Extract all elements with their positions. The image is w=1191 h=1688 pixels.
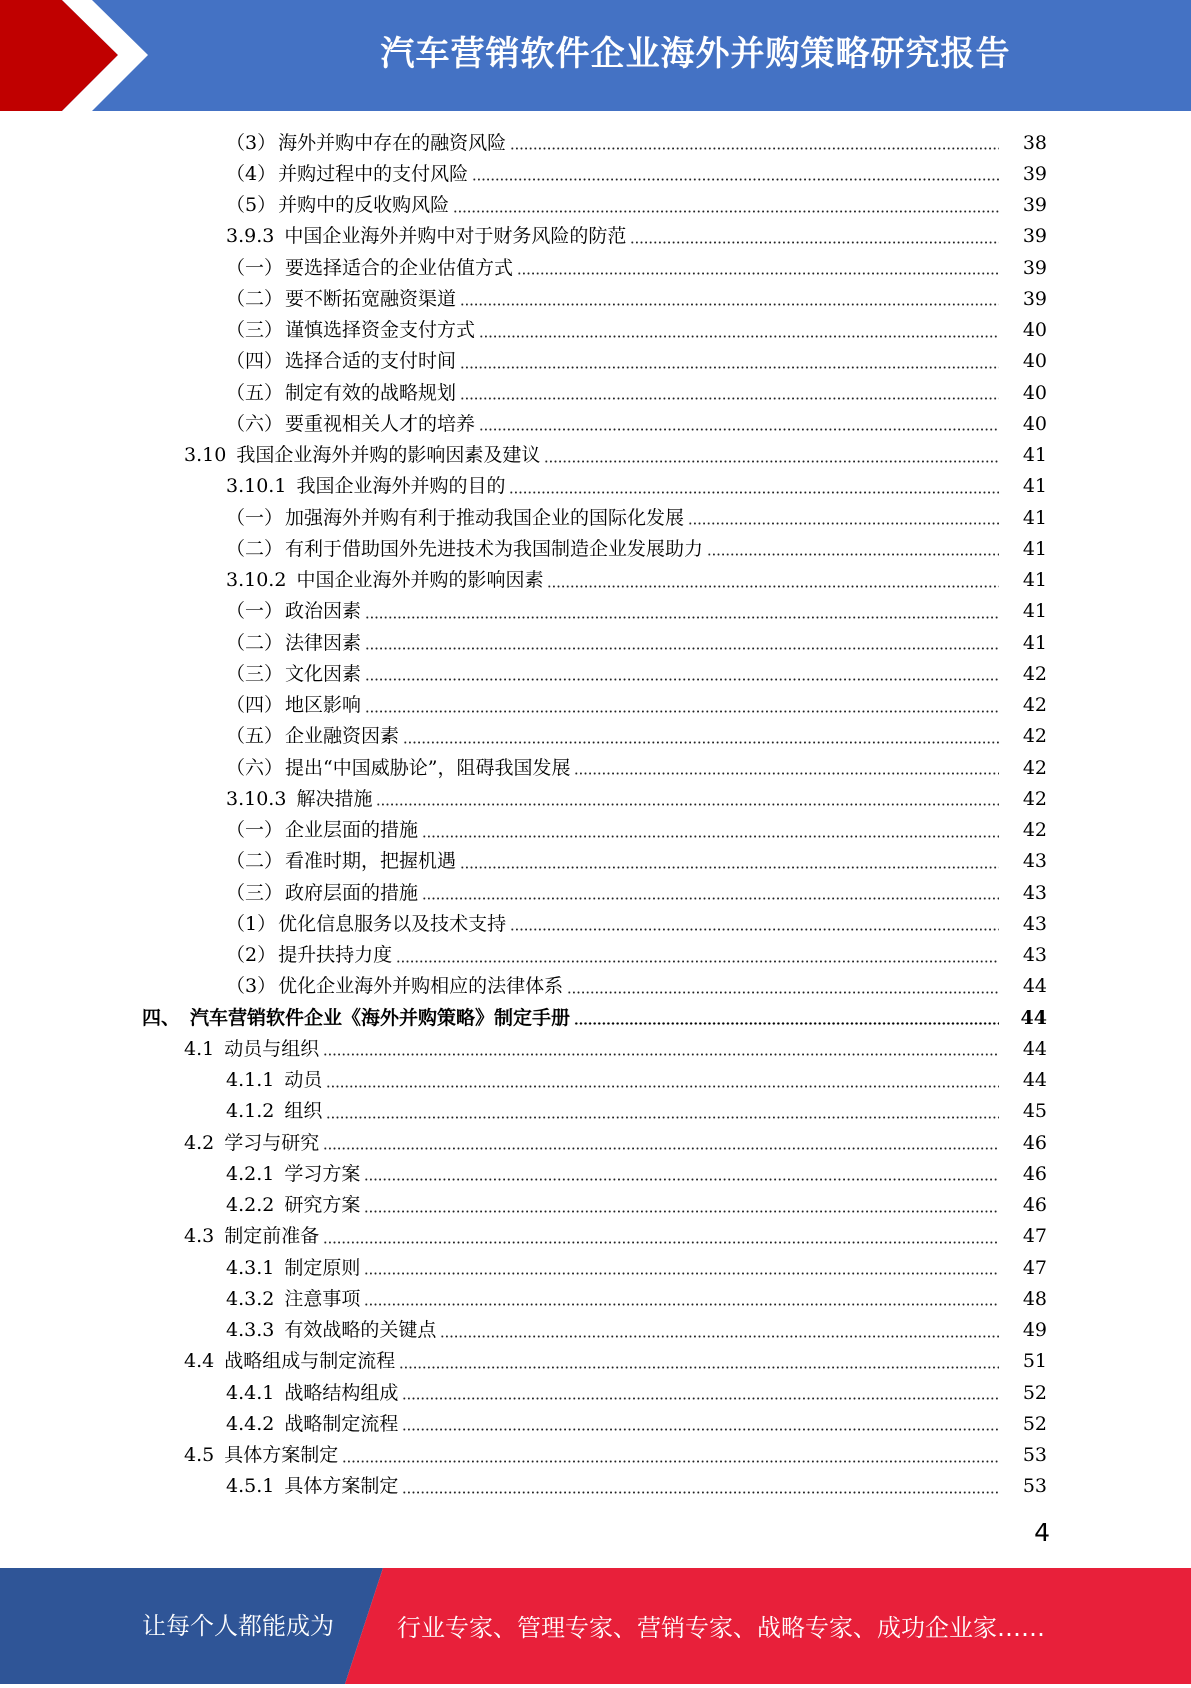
toc-entry[interactable] — [0, 721, 1191, 752]
toc-entry-number: （4） — [226, 162, 277, 185]
toc-dot-leader — [510, 928, 999, 931]
toc-entry[interactable] — [0, 1283, 1191, 1314]
toc-entry-number: （一） — [226, 506, 284, 529]
toc-dot-leader — [479, 428, 999, 431]
toc-entry-title: 我国企业海外并购的目的 — [296, 475, 506, 498]
toc-entry-number: 4.2 — [184, 1131, 215, 1154]
toc-entry-title: 要重视相关人才的培养 — [285, 412, 476, 435]
toc-entry-number: 4.4 — [184, 1350, 215, 1373]
toc-entry-number: （二） — [226, 850, 284, 873]
toc-dot-leader — [376, 803, 999, 806]
toc-entry-number: 3.9.3 — [226, 225, 275, 248]
toc-entry-number: 3.10 — [184, 444, 227, 467]
toc-entry-number: 4.3 — [184, 1225, 215, 1248]
toc-entry-title: 学习方案 — [284, 1162, 361, 1185]
toc-dot-leader — [365, 710, 999, 713]
toc-entry-title: 研究方案 — [284, 1194, 361, 1217]
toc-dot-leader — [323, 1147, 999, 1150]
toc-entry-title: 我国企业海外并购的影响因素及建议 — [236, 444, 541, 467]
toc-entry[interactable] — [0, 533, 1191, 564]
toc-dot-leader — [365, 647, 999, 650]
footer-slogan-right: 行业专家、管理专家、营销专家、战略专家、成功企业家…… — [397, 1614, 1045, 1642]
report-title: 汽车营销软件企业海外并购策略研究报告 — [380, 34, 1011, 74]
toc-entry-number: 4.2.1 — [226, 1162, 275, 1185]
toc-entry-title: 谨慎选择资金支付方式 — [285, 319, 476, 342]
toc-entry-number: （5） — [226, 194, 277, 217]
toc-entry-page: 39 — [1022, 256, 1047, 279]
toc-entry-title: 汽车营销软件企业《海外并购策略》制定手册 — [190, 1006, 571, 1029]
toc-entry-page: 44 — [1022, 1069, 1047, 1092]
toc-entry-number: 4.1 — [184, 1037, 215, 1060]
toc-entry-number: （二） — [226, 537, 284, 560]
toc-entry-page: 45 — [1022, 1100, 1047, 1123]
toc-entry-page: 39 — [1022, 194, 1047, 217]
toc-entry[interactable] — [0, 221, 1191, 252]
toc-dot-leader — [364, 1210, 999, 1213]
toc-entry[interactable] — [0, 783, 1191, 814]
toc-entry-number: （一） — [226, 600, 284, 623]
toc-entry-title: 法律因素 — [285, 631, 362, 654]
toc-entry[interactable] — [0, 815, 1191, 846]
toc-entry-number: （二） — [226, 631, 284, 654]
toc-entry-title: 战略结构组成 — [284, 1381, 399, 1404]
toc-entry-number: 4.3.3 — [226, 1319, 275, 1342]
toc-entry-page: 42 — [1022, 756, 1047, 779]
toc-entry-page: 41 — [1022, 475, 1047, 498]
toc-entry[interactable] — [0, 565, 1191, 596]
toc-entry-number: 4.1.2 — [226, 1100, 275, 1123]
toc-dot-leader — [323, 1053, 999, 1056]
toc-entry[interactable] — [0, 1065, 1191, 1096]
toc-entry-page: 39 — [1022, 162, 1047, 185]
toc-dot-leader — [402, 1491, 999, 1494]
toc-entry-number: （六） — [226, 412, 284, 435]
toc-entry-title: 优化企业海外并购相应的法律体系 — [278, 975, 564, 998]
toc-dot-leader — [460, 303, 999, 306]
toc-entry-page: 41 — [1022, 569, 1047, 592]
toc-entry-title: 企业融资因素 — [285, 725, 400, 748]
toc-entry[interactable] — [0, 908, 1191, 939]
toc-dot-leader — [402, 1397, 999, 1400]
toc-entry-title: 企业层面的措施 — [285, 819, 419, 842]
toc-entry-number: （二） — [226, 287, 284, 310]
toc-entry-number: 4.3.1 — [226, 1256, 275, 1279]
toc-entry-number: （四） — [226, 694, 284, 717]
toc-dot-leader — [364, 1272, 999, 1275]
toc-entry-page: 53 — [1022, 1475, 1047, 1498]
toc-entry[interactable] — [0, 1221, 1191, 1252]
toc-dot-leader — [323, 1241, 999, 1244]
toc-entry-page: 47 — [1022, 1256, 1047, 1279]
toc-entry-page: 46 — [1022, 1162, 1047, 1185]
toc-entry-title: 看准时期，把握机遇 — [285, 850, 457, 873]
toc-entry-page: 41 — [1022, 506, 1047, 529]
toc-entry-page: 52 — [1022, 1412, 1047, 1435]
toc-entry-page: 44 — [1022, 1037, 1047, 1060]
toc-entry-title: 具体方案制定 — [224, 1444, 339, 1467]
toc-dot-leader — [342, 1460, 999, 1463]
toc-entry-page: 42 — [1022, 787, 1047, 810]
toc-entry-page: 40 — [1022, 350, 1047, 373]
toc-entry[interactable] — [0, 1440, 1191, 1471]
toc-dot-leader — [460, 397, 999, 400]
toc-entry[interactable] — [0, 471, 1191, 502]
toc-entry-page: 41 — [1022, 444, 1047, 467]
toc-entry-number: （六） — [226, 756, 284, 779]
toc-entry-number: 4.5 — [184, 1444, 215, 1467]
toc-dot-leader — [688, 522, 999, 525]
toc-entry[interactable] — [0, 252, 1191, 283]
toc-entry-number: （3） — [226, 131, 277, 154]
toc-entry-number: （三） — [226, 662, 284, 685]
toc-dot-leader — [544, 460, 999, 463]
toc-dot-leader — [396, 960, 999, 963]
toc-entry-page: 40 — [1022, 319, 1047, 342]
toc-entry-title: 地区影响 — [285, 694, 362, 717]
toc-dot-leader — [567, 991, 999, 994]
toc-entry[interactable] — [0, 1033, 1191, 1064]
toc-entry-title: 中国企业海外并购中对于财务风险的防范 — [284, 225, 627, 248]
toc-entry[interactable] — [0, 440, 1191, 471]
toc-entry[interactable] — [0, 377, 1191, 408]
toc-dot-leader — [365, 678, 999, 681]
toc-entry-title: 动员与组织 — [224, 1037, 320, 1060]
toc-entry-title: 要选择适合的企业估值方式 — [285, 256, 514, 279]
toc-entry[interactable] — [0, 1002, 1191, 1033]
toc-entry-number: 3.10.2 — [226, 569, 287, 592]
toc-dot-leader — [326, 1085, 999, 1088]
toc-entry[interactable] — [0, 877, 1191, 908]
toc-entry-title: 制定有效的战略规划 — [285, 381, 457, 404]
toc-entry[interactable] — [0, 658, 1191, 689]
toc-entry[interactable] — [0, 408, 1191, 439]
toc-entry-page: 46 — [1022, 1131, 1047, 1154]
toc-dot-leader — [509, 491, 999, 494]
toc-entry-title: 有利于借助国外先进技术为我国制造企业发展助力 — [285, 537, 704, 560]
toc-entry-title: 中国企业海外并购的影响因素 — [296, 569, 544, 592]
toc-entry-page: 47 — [1022, 1225, 1047, 1248]
toc-entry-number: 4.3.2 — [226, 1287, 275, 1310]
toc-entry[interactable] — [0, 1096, 1191, 1127]
toc-entry[interactable] — [0, 1252, 1191, 1283]
toc-entry[interactable] — [0, 502, 1191, 533]
table-of-contents — [0, 127, 1191, 1502]
toc-entry[interactable] — [0, 158, 1191, 189]
toc-entry[interactable] — [0, 127, 1191, 158]
toc-entry-number: 四、 — [142, 1006, 181, 1029]
toc-entry-number: 4.1.1 — [226, 1069, 275, 1092]
toc-entry-page: 39 — [1022, 225, 1047, 248]
toc-entry-number: （1） — [226, 912, 277, 935]
toc-dot-leader — [399, 1366, 999, 1369]
toc-entry-title: 并购过程中的支付风险 — [278, 162, 469, 185]
toc-entry-page: 46 — [1022, 1194, 1047, 1217]
toc-entry[interactable] — [0, 190, 1191, 221]
toc-entry-page: 43 — [1022, 912, 1047, 935]
toc-dot-leader — [574, 1022, 999, 1025]
toc-entry-number: （五） — [226, 725, 284, 748]
toc-entry-page: 52 — [1022, 1381, 1047, 1404]
toc-dot-leader — [326, 1116, 999, 1119]
toc-entry-title: 选择合适的支付时间 — [285, 350, 457, 373]
toc-entry-number: 4.2.2 — [226, 1194, 275, 1217]
toc-dot-leader — [440, 1335, 999, 1338]
toc-entry[interactable] — [0, 1346, 1191, 1377]
toc-entry-title: 具体方案制定 — [284, 1475, 399, 1498]
toc-dot-leader — [365, 616, 999, 619]
toc-dot-leader — [460, 866, 999, 869]
toc-entry-title: 文化因素 — [285, 662, 362, 685]
toc-entry[interactable] — [0, 596, 1191, 627]
toc-entry-title: 注意事项 — [284, 1287, 361, 1310]
toc-entry-title: 政府层面的措施 — [285, 881, 419, 904]
toc-entry-number: （一） — [226, 256, 284, 279]
toc-entry-page: 42 — [1022, 662, 1047, 685]
toc-entry-page: 43 — [1022, 850, 1047, 873]
toc-entry[interactable] — [0, 752, 1191, 783]
toc-dot-leader — [472, 178, 999, 181]
toc-entry-page: 42 — [1022, 725, 1047, 748]
toc-entry-number: （三） — [226, 319, 284, 342]
toc-entry-number: （一） — [226, 819, 284, 842]
toc-entry[interactable] — [0, 940, 1191, 971]
toc-entry-page: 39 — [1022, 287, 1047, 310]
toc-entry[interactable] — [0, 283, 1191, 314]
toc-entry[interactable] — [0, 1127, 1191, 1158]
toc-entry-page: 44 — [1020, 1006, 1047, 1029]
toc-dot-leader — [422, 897, 999, 900]
toc-entry[interactable] — [0, 846, 1191, 877]
toc-entry-page: 41 — [1022, 600, 1047, 623]
toc-entry-title: 提出“中国威胁论”，阻碍我国发展 — [285, 756, 571, 779]
toc-entry-title: 组织 — [284, 1100, 323, 1123]
toc-entry-number: 3.10.3 — [226, 787, 287, 810]
page-footer — [0, 1568, 1191, 1684]
toc-entry-title: 并购中的反收购风险 — [278, 194, 450, 217]
toc-entry-title: 制定前准备 — [224, 1225, 320, 1248]
toc-entry[interactable] — [0, 1408, 1191, 1439]
toc-entry[interactable] — [0, 1315, 1191, 1346]
toc-entry-page: 48 — [1022, 1287, 1047, 1310]
toc-entry-title: 学习与研究 — [224, 1131, 320, 1154]
toc-entry-page: 41 — [1022, 631, 1047, 654]
toc-entry-page: 51 — [1022, 1350, 1047, 1373]
page-number: 4 — [1034, 1518, 1050, 1547]
toc-entry[interactable] — [0, 627, 1191, 658]
toc-entry[interactable] — [0, 346, 1191, 377]
toc-entry-title: 有效战略的关键点 — [284, 1319, 437, 1342]
toc-entry-number: 4.4.1 — [226, 1381, 275, 1404]
toc-entry-number: （3） — [226, 975, 277, 998]
toc-dot-leader — [402, 1428, 999, 1431]
toc-entry-page: 40 — [1022, 381, 1047, 404]
toc-entry-page: 38 — [1022, 131, 1047, 154]
toc-entry-number: （四） — [226, 350, 284, 373]
toc-entry-page: 43 — [1022, 944, 1047, 967]
toc-entry-title: 战略组成与制定流程 — [224, 1350, 396, 1373]
toc-dot-leader — [422, 835, 999, 838]
toc-entry-page: 42 — [1022, 819, 1047, 842]
toc-dot-leader — [707, 553, 999, 556]
toc-entry-title: 加强海外并购有利于推动我国企业的国际化发展 — [285, 506, 685, 529]
toc-entry-title: 优化信息服务以及技术支持 — [278, 912, 507, 935]
toc-entry-title: 动员 — [284, 1069, 323, 1092]
toc-dot-leader — [547, 585, 999, 588]
toc-entry-page: 49 — [1022, 1319, 1047, 1342]
toc-entry-title: 制定原则 — [284, 1256, 361, 1279]
toc-entry-page: 40 — [1022, 412, 1047, 435]
toc-entry-title: 战略制定流程 — [284, 1412, 399, 1435]
toc-dot-leader — [364, 1178, 999, 1181]
toc-dot-leader — [574, 772, 999, 775]
toc-entry-title: 解决措施 — [296, 787, 373, 810]
toc-dot-leader — [453, 210, 999, 213]
toc-entry[interactable] — [0, 1377, 1191, 1408]
toc-entry[interactable] — [0, 1471, 1191, 1502]
toc-entry-title: 提升扶持力度 — [278, 944, 393, 967]
toc-dot-leader — [364, 1303, 999, 1306]
toc-entry-number: （三） — [226, 881, 284, 904]
toc-entry[interactable] — [0, 971, 1191, 1002]
toc-dot-leader — [460, 366, 999, 369]
toc-dot-leader — [630, 241, 999, 244]
toc-entry-number: 3.10.1 — [226, 475, 287, 498]
toc-entry-title: 政治因素 — [285, 600, 362, 623]
toc-entry[interactable] — [0, 690, 1191, 721]
toc-entry-page: 43 — [1022, 881, 1047, 904]
toc-dot-leader — [403, 741, 999, 744]
toc-entry[interactable] — [0, 1190, 1191, 1221]
toc-entry-page: 53 — [1022, 1444, 1047, 1467]
toc-dot-leader — [479, 335, 999, 338]
toc-entry[interactable] — [0, 315, 1191, 346]
toc-dot-leader — [510, 147, 999, 150]
toc-entry-number: （2） — [226, 944, 277, 967]
toc-dot-leader — [517, 272, 999, 275]
footer-slogan-left: 让每个人都能成为 — [142, 1612, 334, 1640]
toc-entry-title: 海外并购中存在的融资风险 — [278, 131, 507, 154]
page-header — [0, 0, 1191, 111]
toc-entry-page: 42 — [1022, 694, 1047, 717]
toc-entry[interactable] — [0, 1158, 1191, 1189]
toc-entry-number: 4.4.2 — [226, 1412, 275, 1435]
toc-entry-page: 44 — [1022, 975, 1047, 998]
toc-entry-number: （五） — [226, 381, 284, 404]
toc-entry-title: 要不断拓宽融资渠道 — [285, 287, 457, 310]
toc-entry-page: 41 — [1022, 537, 1047, 560]
toc-entry-number: 4.5.1 — [226, 1475, 275, 1498]
